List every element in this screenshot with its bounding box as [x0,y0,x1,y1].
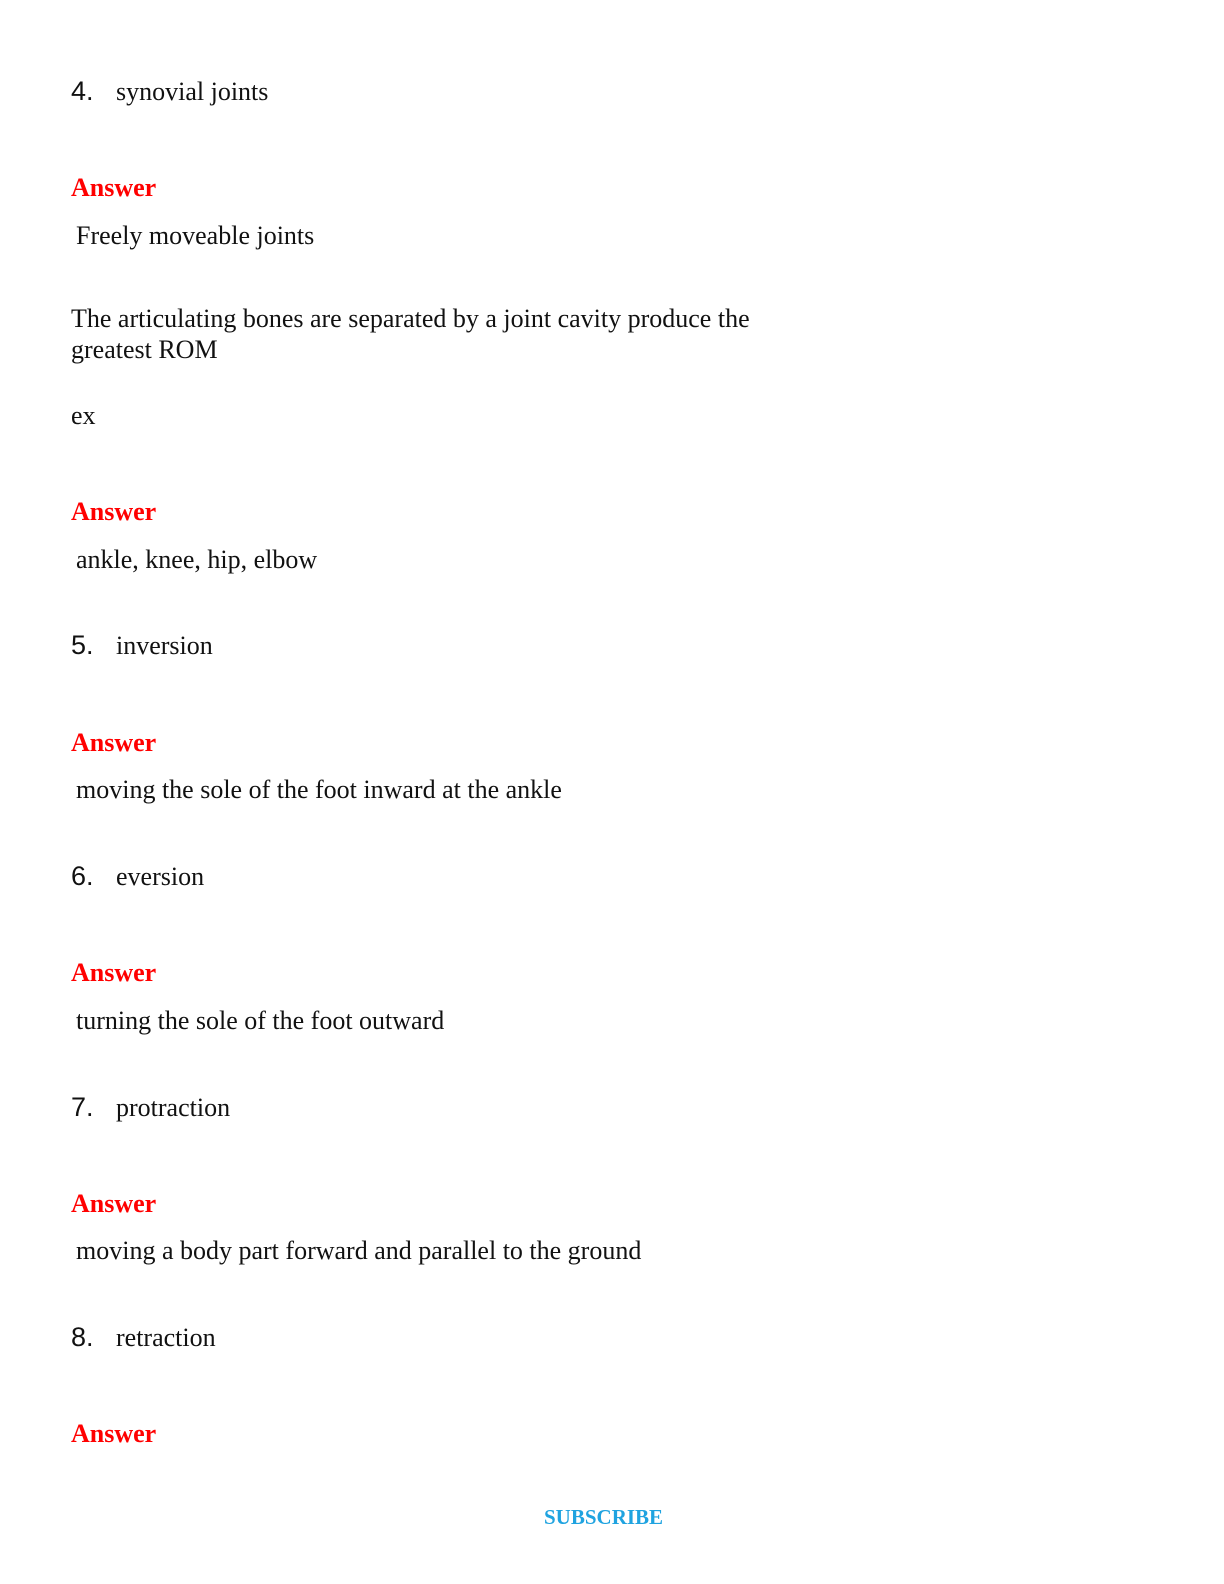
question-number: 4. [71,76,94,106]
question-number: 5. [71,630,94,660]
example-prefix: ex [71,401,96,430]
question-term: protraction [116,1093,231,1122]
answer-text: moving the sole of the foot inward at the ankle [76,775,562,804]
answer-label: Answer [71,728,157,757]
question-term: synovial joints [116,77,269,106]
question-number: 8. [71,1322,94,1352]
subscribe-link[interactable]: SUBSCRIBE [544,1505,664,1529]
description-paragraph: The articulating bones are separated by a joint cavity produce the greatest ROM [71,304,750,364]
question-term: eversion [116,862,205,891]
question-number: 6. [71,861,94,891]
answer-text: moving a body part forward and parallel to the ground [76,1236,642,1265]
answer-text: turning the sole of the foot outward [76,1006,445,1035]
question-term: inversion [116,631,213,660]
answer-label: Answer [71,1189,157,1218]
answer-label: Answer [71,173,157,202]
question-term: retraction [116,1323,216,1352]
answer-label: Answer [71,958,157,987]
answer-text: ankle, knee, hip, elbow [76,545,318,574]
answer-text: Freely moveable joints [76,221,315,250]
answer-label: Answer [71,497,157,526]
question-number: 7. [71,1092,94,1122]
answer-label: Answer [71,1419,157,1448]
